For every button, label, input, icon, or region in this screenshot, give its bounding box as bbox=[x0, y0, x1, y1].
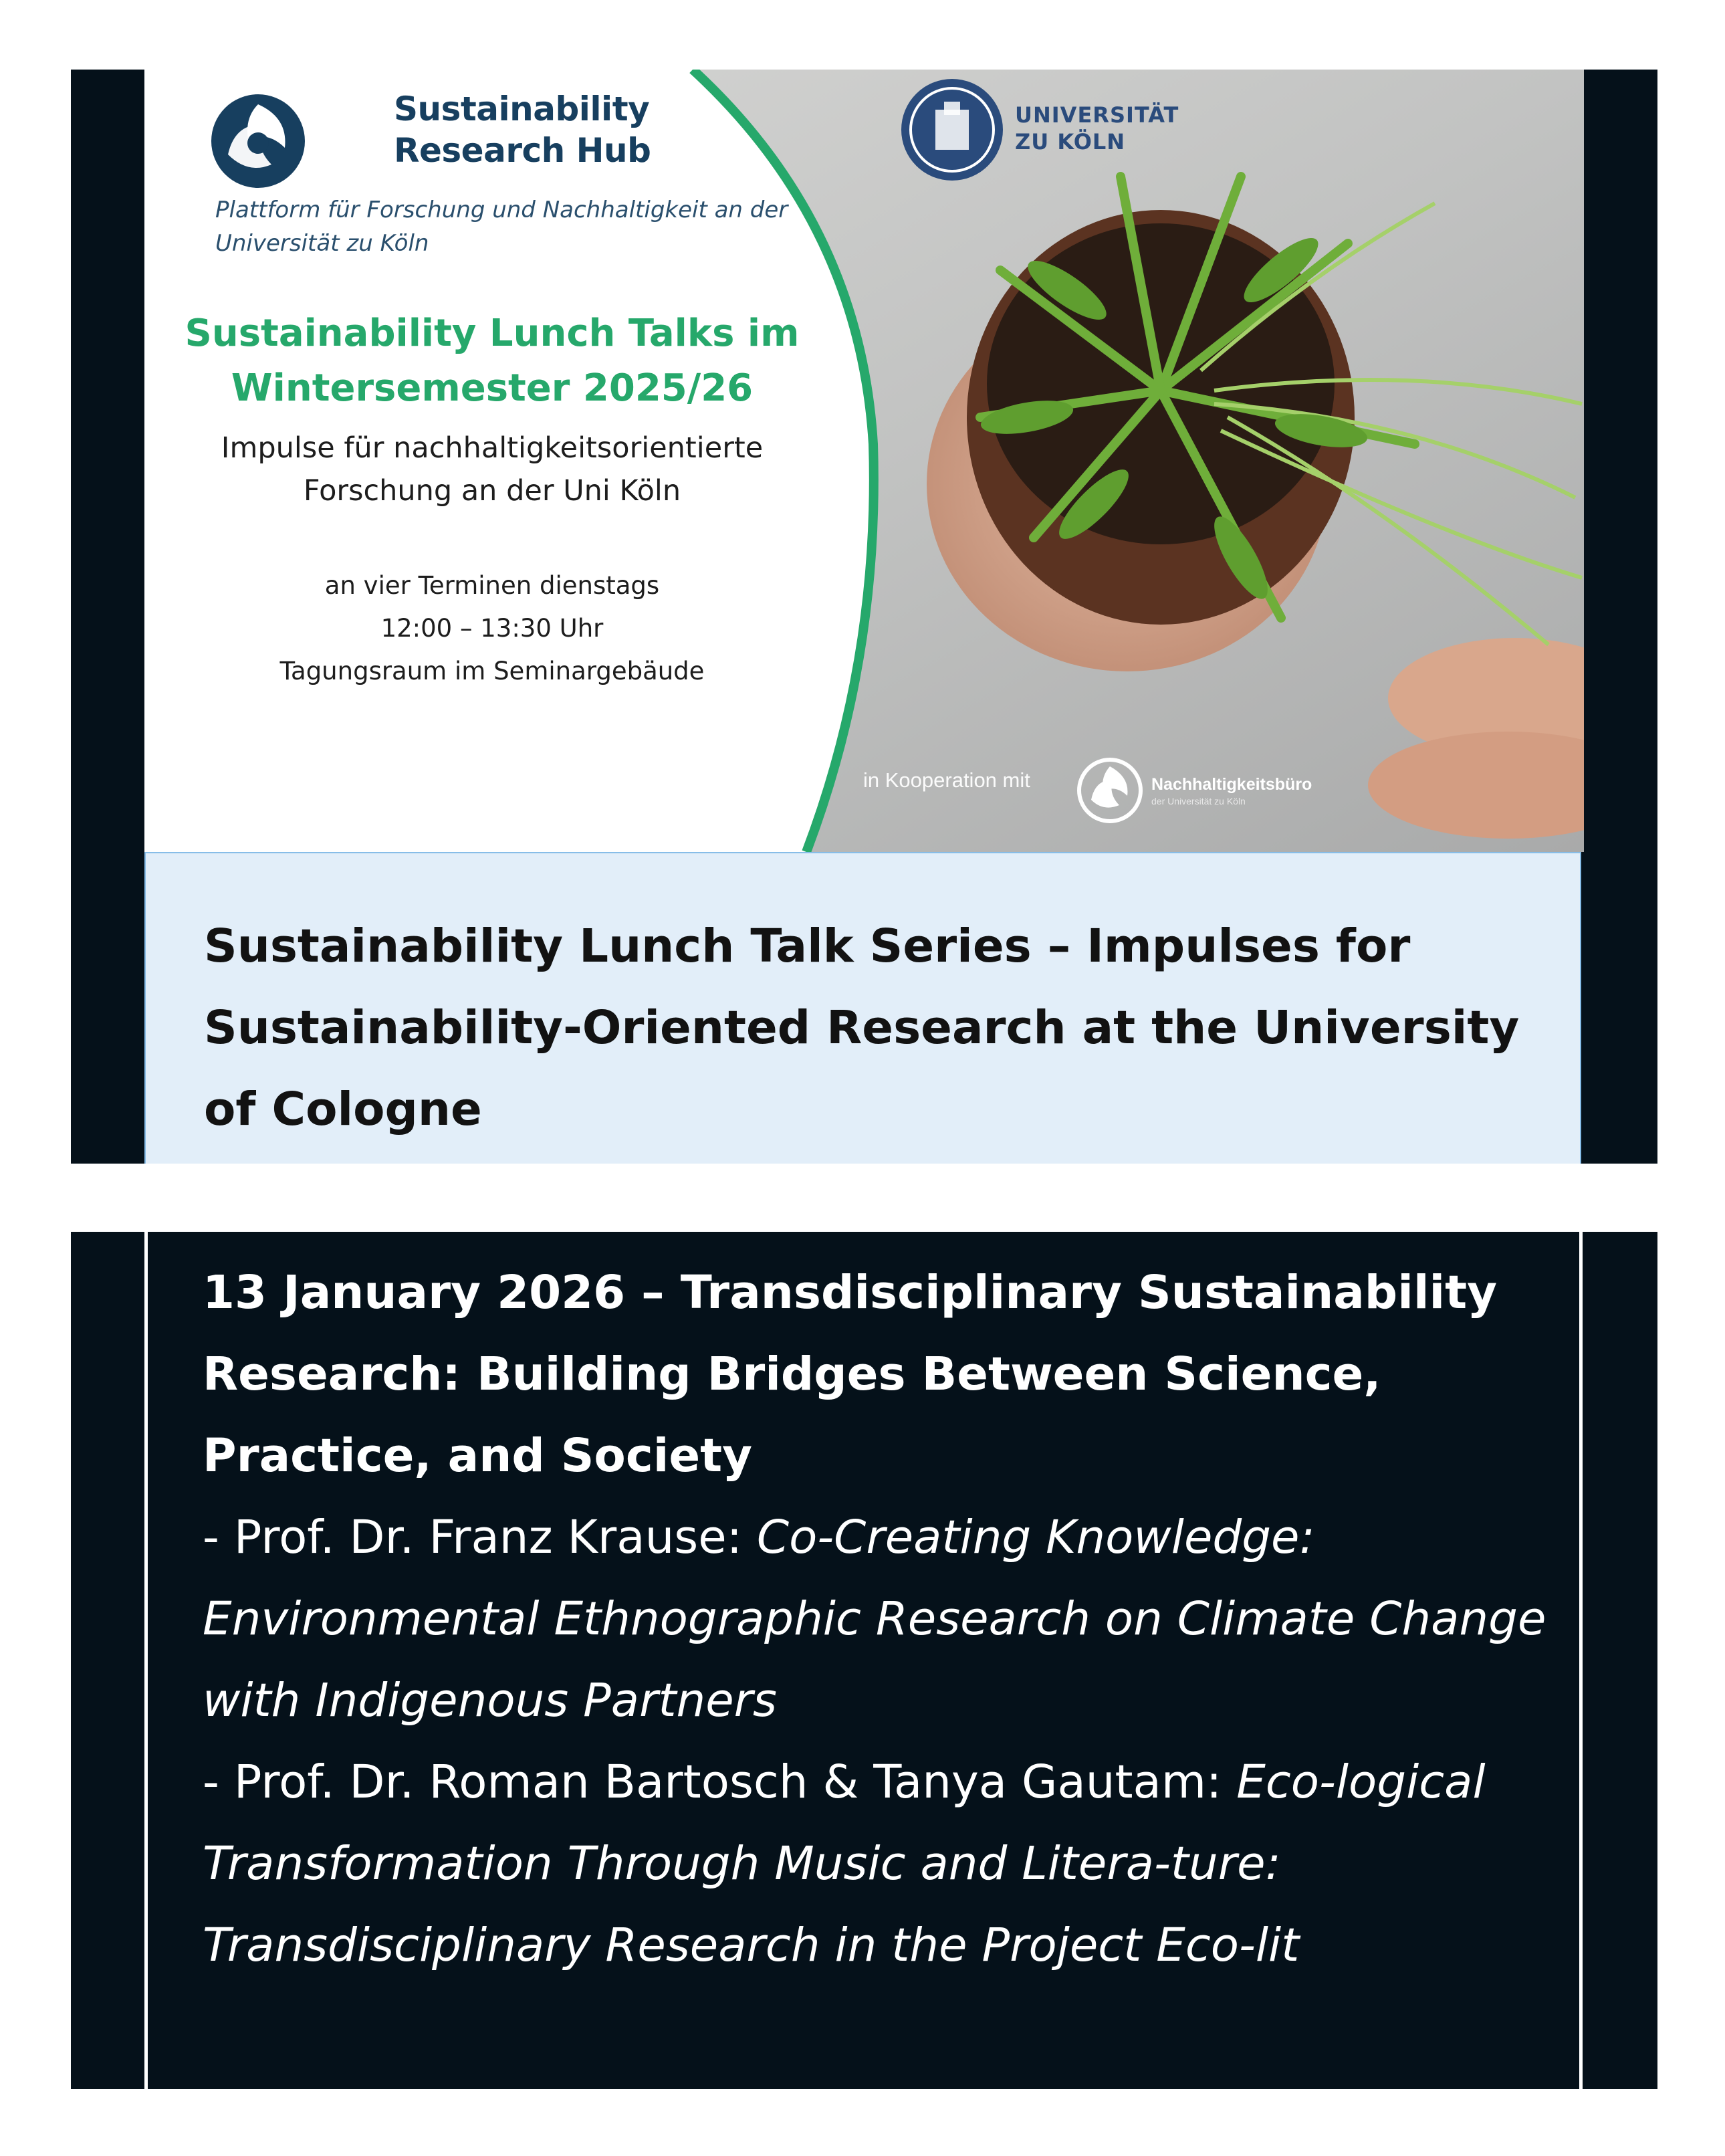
talk-speaker: - Prof. Dr. Franz Krause: bbox=[203, 1511, 757, 1564]
talks-subtitle-line2: Forschung an der Uni Köln bbox=[303, 474, 681, 508]
university-name-line1: UNIVERSITÄT bbox=[1015, 102, 1179, 128]
left-border bbox=[144, 1232, 148, 2089]
schedule-days: an vier Terminen dienstags bbox=[324, 571, 660, 600]
talk-title: Co-Creating Knowledge: Environmental Ethnographic Research on Climate Change with Indigenous Partners bbox=[203, 1511, 1546, 1727]
schedule-location: Tagungsraum im Seminargebäude bbox=[279, 657, 705, 685]
event-heading: 13 January 2026 – Transdisciplinary Sustainability Research: Building Bridges Between Science, Practice, and Society bbox=[203, 1266, 1498, 1483]
talk-title: Eco-logical Transformation Through Music and Litera-ture: Transdisciplinary Research in the Project Eco-lit bbox=[203, 1755, 1486, 1972]
talk-speaker: - Prof. Dr. Roman Bartosch & Tanya Gautam: bbox=[203, 1755, 1237, 1809]
hub-name bbox=[394, 88, 651, 171]
schedule-time: 12:00 – 13:30 Uhr bbox=[380, 614, 604, 643]
partner-subtitle: der Universität zu Köln bbox=[1151, 796, 1246, 806]
talks-schedule bbox=[171, 564, 813, 693]
talks-title bbox=[171, 306, 813, 416]
event-banner-image bbox=[144, 70, 1584, 852]
partner-name: Nachhaltigkeitsbüro bbox=[1151, 775, 1312, 794]
caption-title: Sustainability Lunch Talk Series – Impulses for Sustainability-Oriented Research at the University of Cologne bbox=[204, 920, 1520, 1136]
cooperation-label: in Kooperation mit bbox=[863, 768, 1030, 792]
talks-title-line1: Sustainability Lunch Talks im bbox=[185, 312, 800, 355]
post-card-event bbox=[71, 1232, 1657, 2089]
banner-caption bbox=[144, 852, 1581, 1164]
hub-tagline: Plattform für Forschung und Nachhaltigkeit an der Universität zu Köln bbox=[215, 197, 788, 257]
hub-name-line2: Research Hub bbox=[394, 131, 651, 170]
talks-subtitle-line1: Impulse für nachhaltigkeitsorientierte bbox=[221, 431, 764, 465]
event-details bbox=[203, 1252, 1546, 1986]
post-card-banner bbox=[71, 70, 1657, 1164]
hub-name-line1: Sustainability bbox=[394, 90, 650, 128]
talks-title-line2: Wintersemester 2025/26 bbox=[231, 366, 754, 410]
university-name bbox=[1015, 102, 1179, 155]
talks-subtitle bbox=[171, 427, 813, 512]
university-seal-icon bbox=[899, 76, 1006, 183]
university-name-line2: ZU KÖLN bbox=[1015, 129, 1126, 154]
talk-item bbox=[203, 1741, 1546, 1986]
talk-item bbox=[203, 1497, 1546, 1741]
right-border bbox=[1579, 1232, 1583, 2089]
nachhaltigkeitsbuero-logo-icon bbox=[1076, 757, 1143, 824]
sustainability-hub-logo-icon bbox=[208, 91, 308, 191]
